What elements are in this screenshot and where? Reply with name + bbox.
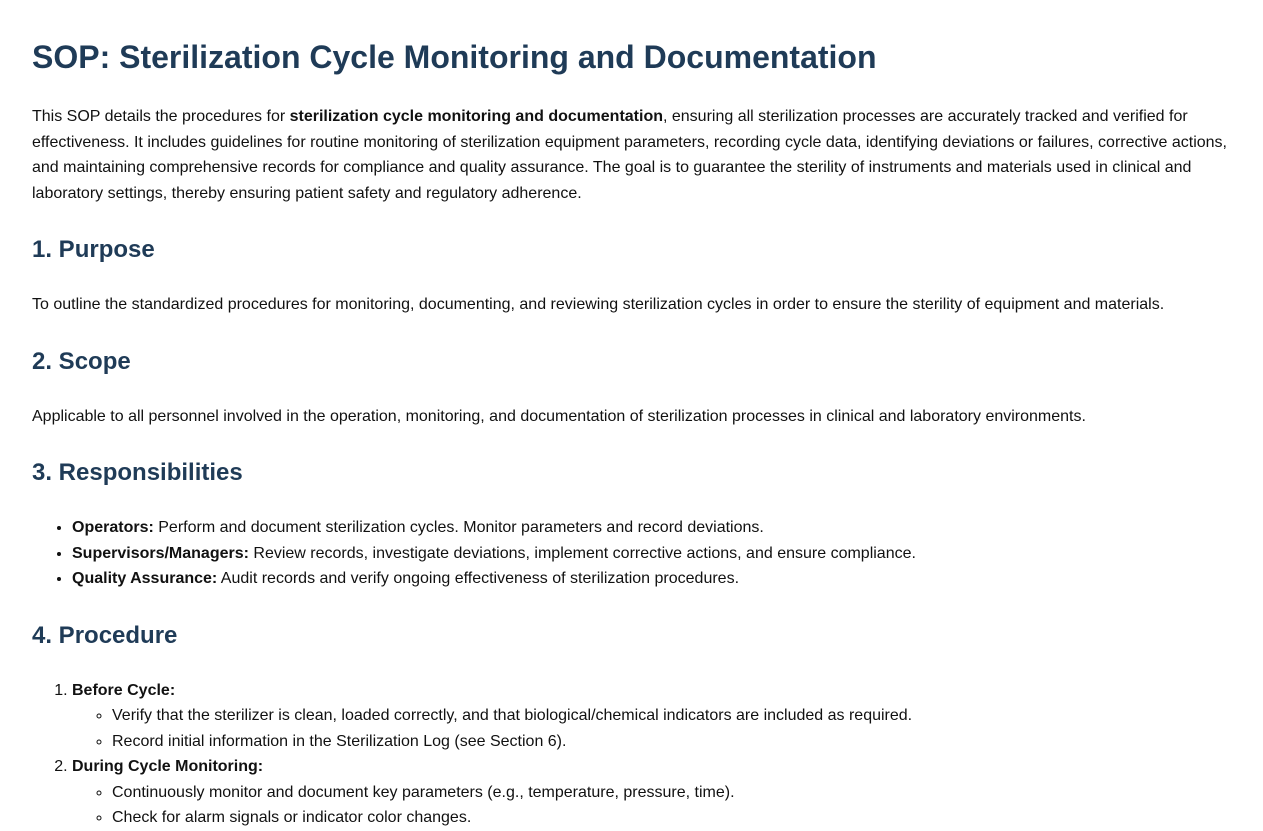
list-item: [72, 515, 1231, 541]
procedure-step: [72, 678, 1231, 755]
step-subitems: [72, 703, 1231, 754]
section-heading-responsibilities: 3. Responsibilities: [32, 459, 243, 486]
role-label: Operators:: [72, 519, 154, 536]
list-item: [72, 566, 1231, 592]
role-description: Perform and document sterilization cycles. Monitor parameters and record deviations.: [153, 519, 764, 536]
intro-text-before: This SOP details the procedures for: [32, 108, 290, 125]
section-heading-procedure: 4. Procedure: [32, 621, 178, 649]
section-heading-scope: 2. Scope: [32, 347, 131, 375]
intro-text-bold: sterilization cycle monitoring and documentation: [289, 108, 663, 125]
intro-text-after: , ensuring all sterilization processes are accurately tracked and verified for effectiveness. It includes guidelines for routine monitoring of sterilization equipment parameters, recording cycle data, identifying deviations or failures, corrective actions, and maintaining comprehensive records for compliance and quality assurance. The goal is to guarantee the sterility of instruments and materials used in clinical and laboratory settings, thereby ensuring patient safety and regulatory adherence.: [32, 108, 1227, 202]
list-item: ◦ Continuously monitor and document key parameters (e.g., temperature, pressure, time).: [112, 780, 1231, 806]
list-item: ◦ Check for alarm signals or indicator color changes.: [112, 805, 1231, 831]
role-description: Audit records and verify ongoing effectiveness of sterilization procedures.: [217, 570, 740, 587]
intro-paragraph: [32, 104, 1231, 206]
list-item: [72, 541, 1231, 567]
list-item: ◦ Verify that the sterilizer is clean, loaded correctly, and that biological/chemical indicators are included as required.: [112, 703, 1231, 729]
scope-text: Applicable to all personnel involved in the operation, monitoring, and documentation of sterilization processes in clinical and laboratory environments.: [32, 407, 1086, 425]
role-label: Quality Assurance:: [72, 570, 218, 587]
purpose-text: To outline the standardized procedures for monitoring, documenting, and reviewing sterilization cycles in order to ensure the sterility of equipment and materials.: [32, 296, 1165, 313]
step-title: Before Cycle:: [72, 681, 176, 699]
procedure-steps-list: [32, 678, 1231, 831]
step-subitems: [72, 780, 1231, 831]
responsibilities-list: [32, 515, 1231, 592]
list-item: ◦ Record initial information in the Sterilization Log (see Section 6).: [112, 729, 1231, 755]
section-heading-purpose: 1. Purpose: [32, 236, 155, 263]
role-label: Supervisors/Managers:: [72, 544, 249, 562]
step-title: During Cycle Monitoring:: [72, 758, 264, 775]
role-description: Review records, investigate deviations, implement corrective actions, and ensure compliance.: [248, 544, 916, 562]
procedure-step: [72, 754, 1231, 831]
page-title: SOP: Sterilization Cycle Monitoring and Documentation: [32, 39, 877, 75]
